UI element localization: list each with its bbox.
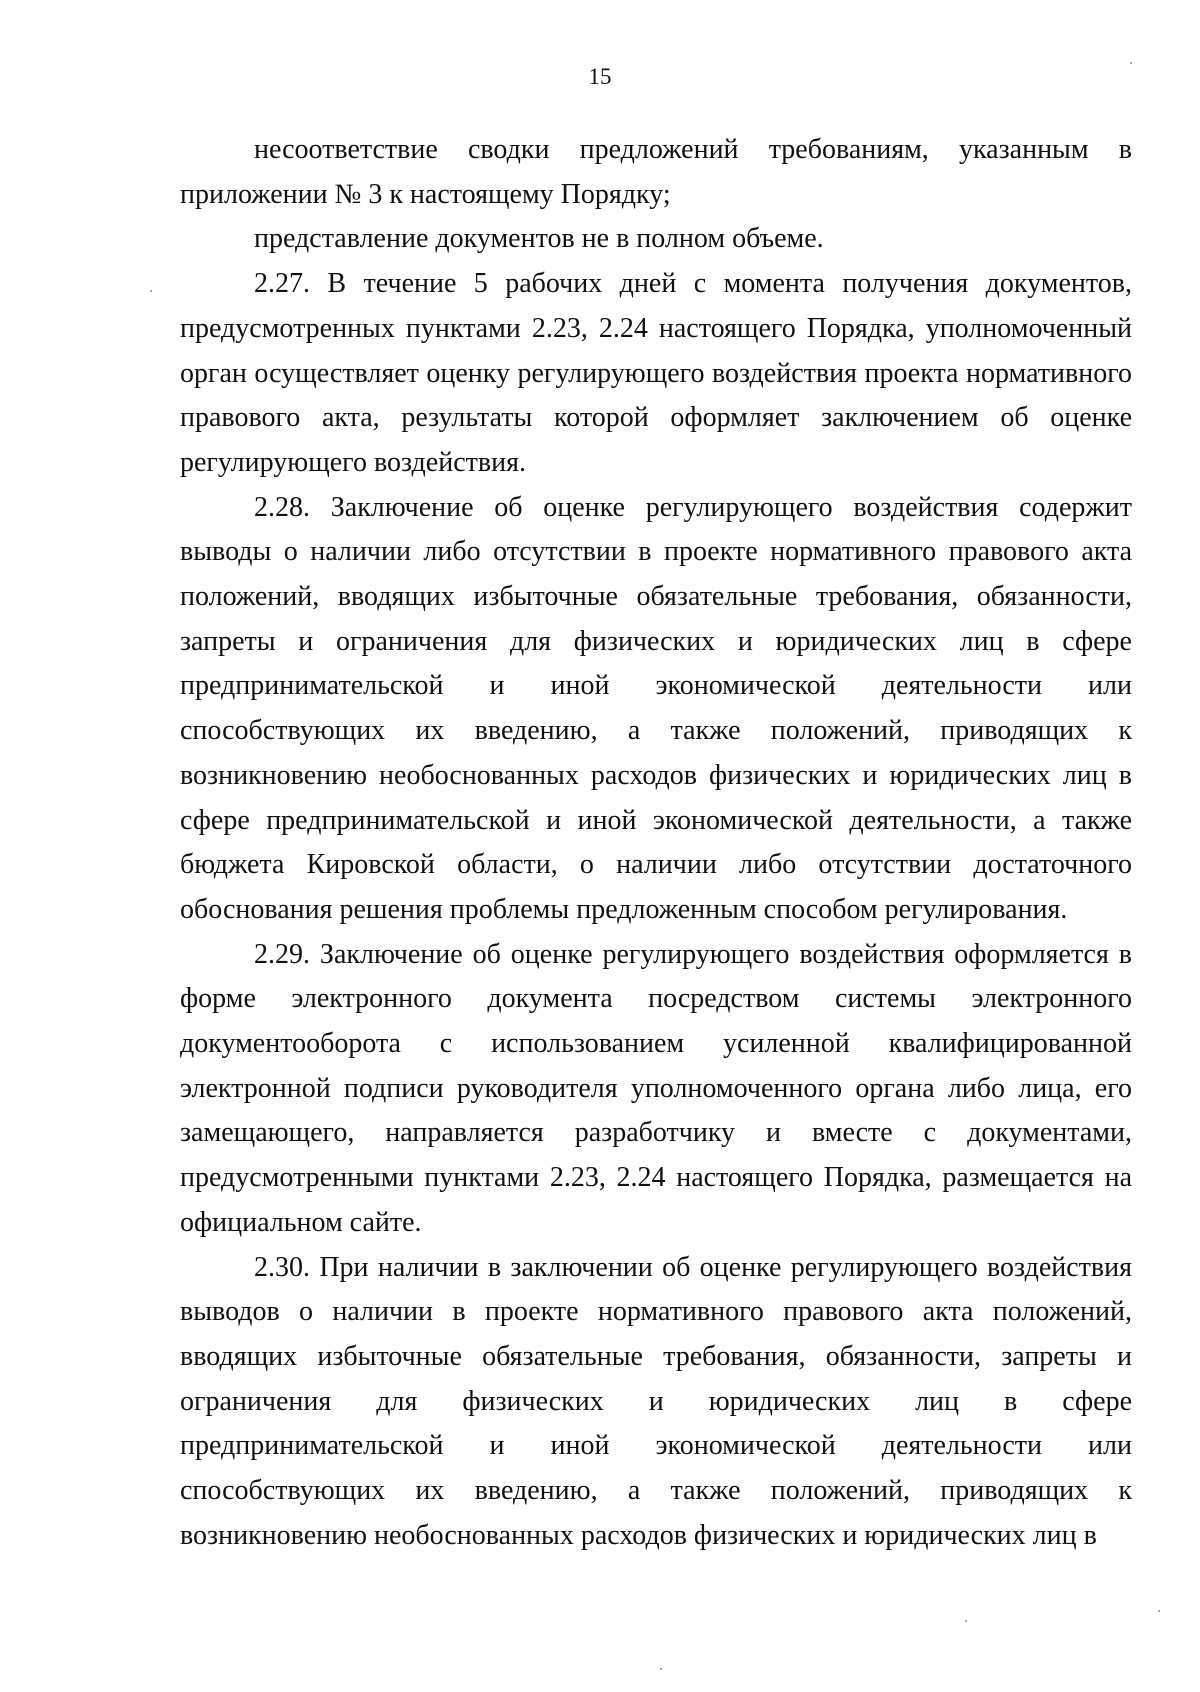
scan-speck — [965, 1620, 967, 1622]
scan-speck — [1158, 1610, 1160, 1612]
scan-speck — [660, 1668, 662, 1670]
paragraph-continuation: несоответствие сводки предложений требованиям, указанным в приложении № 3 к настоящему Порядку; — [180, 134, 1132, 210]
paragraph-2-28: 2.28. Заключение об оценке регулирующего воздействия содержит выводы о наличии либо отсутствии в проекте нормативного правового акта положений, вводящих избыточные обязательные требования, обязанности, запреты и ограничения для физических и юридических лиц в сфере предпринимательской и иной экономической деятельности или способствующих их введению, а также положений, приводящих к возникновению необоснованных расходов физических и юридических лиц в сфере предпринимательской и иной экономической деятельности, а также бюджета Кировской области, о наличии либо отсутствии достаточного обоснования решения проблемы предложенным способом регулирования. — [180, 491, 1132, 925]
page-number: 15 — [588, 64, 612, 89]
paragraph-2-27: 2.27. В течение 5 рабочих дней с момента получения документов, предусмотренных пунктами 2.23, 2.24 настоящего Порядка, уполномоченный орган осуществляет оценку регулирующего воздействия проекта нормативного правового акта, результаты которой оформляет заключением об оценке регулирующего воздействия. — [180, 268, 1132, 478]
scan-speck — [150, 290, 152, 292]
paragraph-2-30: 2.30. При наличии в заключении об оценке регулирующего воздействия выводов о наличии в проекте нормативного правового акта положений, вводящих избыточные обязательные требования, обязанности, запреты и ограничения для физических и юридических лиц в сфере предпринимательской и иной экономической деятельности или способствующих их введению, а также положений, приводящих к возникновению необоснованных расходов физических и юридических лиц в — [180, 1251, 1132, 1551]
paragraph-incomplete-documents: представление документов не в полном объеме. — [254, 223, 824, 255]
scan-speck — [1130, 62, 1132, 64]
paragraph-2-29: 2.29. Заключение об оценке регулирующего воздействия оформляется в форме электронного документа посредством системы электронного документооборота с использованием усиленной квалифицированной электронной подписи руководителя уполномоченного органа либо лица, его замещающего, направляется разработчику и вместе с документами, предусмотренными пунктами 2.23, 2.24 настоящего Порядка, размещается на официальном сайте. — [180, 938, 1132, 1238]
document-body — [180, 128, 1132, 1559]
